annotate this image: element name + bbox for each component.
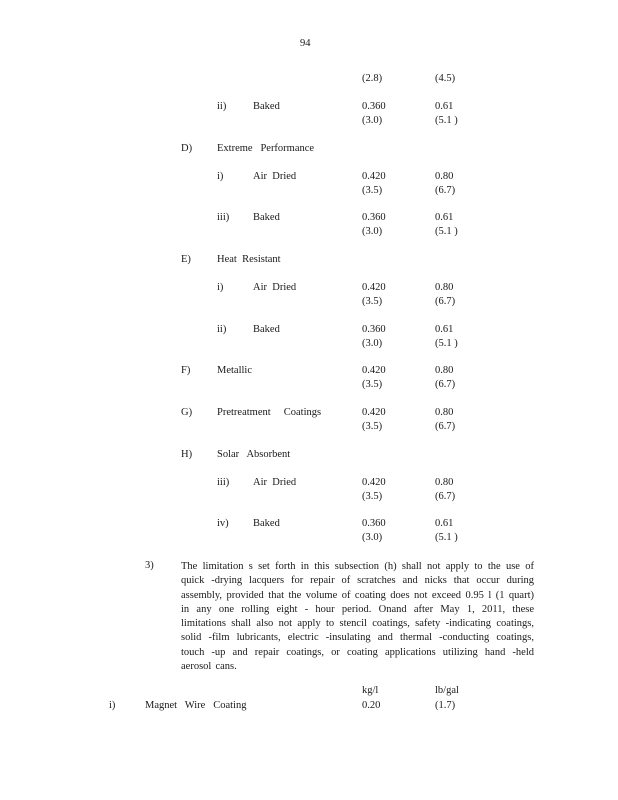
category-label: Solar Absorbent [217,449,291,460]
item-label: Air Dried [253,282,297,293]
value-lb: 0.80 [435,365,454,376]
item-label: Baked [253,212,280,223]
item-label: Magnet Wire Coating [145,700,247,711]
paragraph-text: The limitation s set forth in this subsection (h) shall not apply to the use of quick -drying lacquers for repair of scratches and nicks that occur during assembly, provided that the volume of coating does not exceed 0.95 l (1 quart) in any one rolling eight - hour period. Onand after May 1, 2011, these limitations shall also not apply to stencil coatings, safety -indicating coatings, solid -film lubricants, electric -insulating and thermal -conducting coatings, touch -up and repair coatings, or coating applications utilizing hand -held aerosol cans. [181,561,534,673]
item-label: Air Dried [253,477,297,488]
value-kg: 0.360 [362,101,386,112]
value-kg-paren: (3.5) [362,379,383,390]
value-lb: 0.61 [435,324,454,335]
item-number: iv) [217,518,229,529]
unit-lb-label: lb/gal [435,685,459,696]
item-number: ii) [217,101,227,112]
value-lb: 0.61 [435,518,454,529]
value-kg: 0.420 [362,365,386,376]
value-kg-paren: (3.5) [362,421,383,432]
value-lb-paren: (6.7) [435,379,456,390]
item-number: ii) [217,324,227,335]
value-lb-paren: (5.1 ) [435,338,458,349]
value-lb-paren: (5.1 ) [435,532,458,543]
value-lb-paren: (6.7) [435,185,456,196]
value-lb-paren: (6.7) [435,421,456,432]
item-label: Air Dried [253,171,297,182]
item-number: i) [217,171,224,182]
category-letter: F) [181,365,191,376]
value-kg: 0.360 [362,518,386,529]
value-kg: 0.420 [362,282,386,293]
category-letter: G) [181,407,193,418]
item-label: Baked [253,324,280,335]
category-label: Heat Resistant [217,254,281,265]
value-kg: 0.420 [362,407,386,418]
value-kg: 0.420 [362,477,386,488]
paragraph-number: 3) [145,560,154,571]
value-lb-paren: (4.5) [435,73,456,84]
value-lb: 0.80 [435,407,454,418]
value-lb: 0.80 [435,171,454,182]
item-number: i) [109,700,116,711]
value-kg-paren: (3.0) [362,338,383,349]
value-lb: 0.80 [435,282,454,293]
value-kg-paren: (3.5) [362,185,383,196]
value-kg-paren: (3.0) [362,226,383,237]
value-lb: 0.61 [435,212,454,223]
category-label: Metallic [217,365,252,376]
value-lb-paren: (5.1 ) [435,226,458,237]
value-kg-paren: (2.8) [362,73,383,84]
value-lb-paren: (6.7) [435,491,456,502]
value-kg: 0.20 [362,700,381,711]
value-lb-paren: (6.7) [435,296,456,307]
item-label: Baked [253,518,280,529]
value-lb-paren: (5.1 ) [435,115,458,126]
value-kg: 0.360 [362,324,386,335]
category-letter: H) [181,449,193,460]
item-label: Baked [253,101,280,112]
page-number: 94 [300,38,311,49]
value-kg-paren: (3.0) [362,532,383,543]
value-kg: 0.420 [362,171,386,182]
unit-kg-label: kg/l [362,685,379,696]
item-number: iii) [217,212,230,223]
value-lb: 0.61 [435,101,454,112]
category-label: Pretreatment Coatings [217,407,322,418]
value-lb: 0.80 [435,477,454,488]
item-number: iii) [217,477,230,488]
value-lb: (1.7) [435,700,456,711]
category-letter: E) [181,254,191,265]
category-label: Extreme Performance [217,143,315,154]
item-number: i) [217,282,224,293]
category-letter: D) [181,143,193,154]
value-kg-paren: (3.5) [362,296,383,307]
value-kg-paren: (3.5) [362,491,383,502]
value-kg: 0.360 [362,212,386,223]
value-kg-paren: (3.0) [362,115,383,126]
